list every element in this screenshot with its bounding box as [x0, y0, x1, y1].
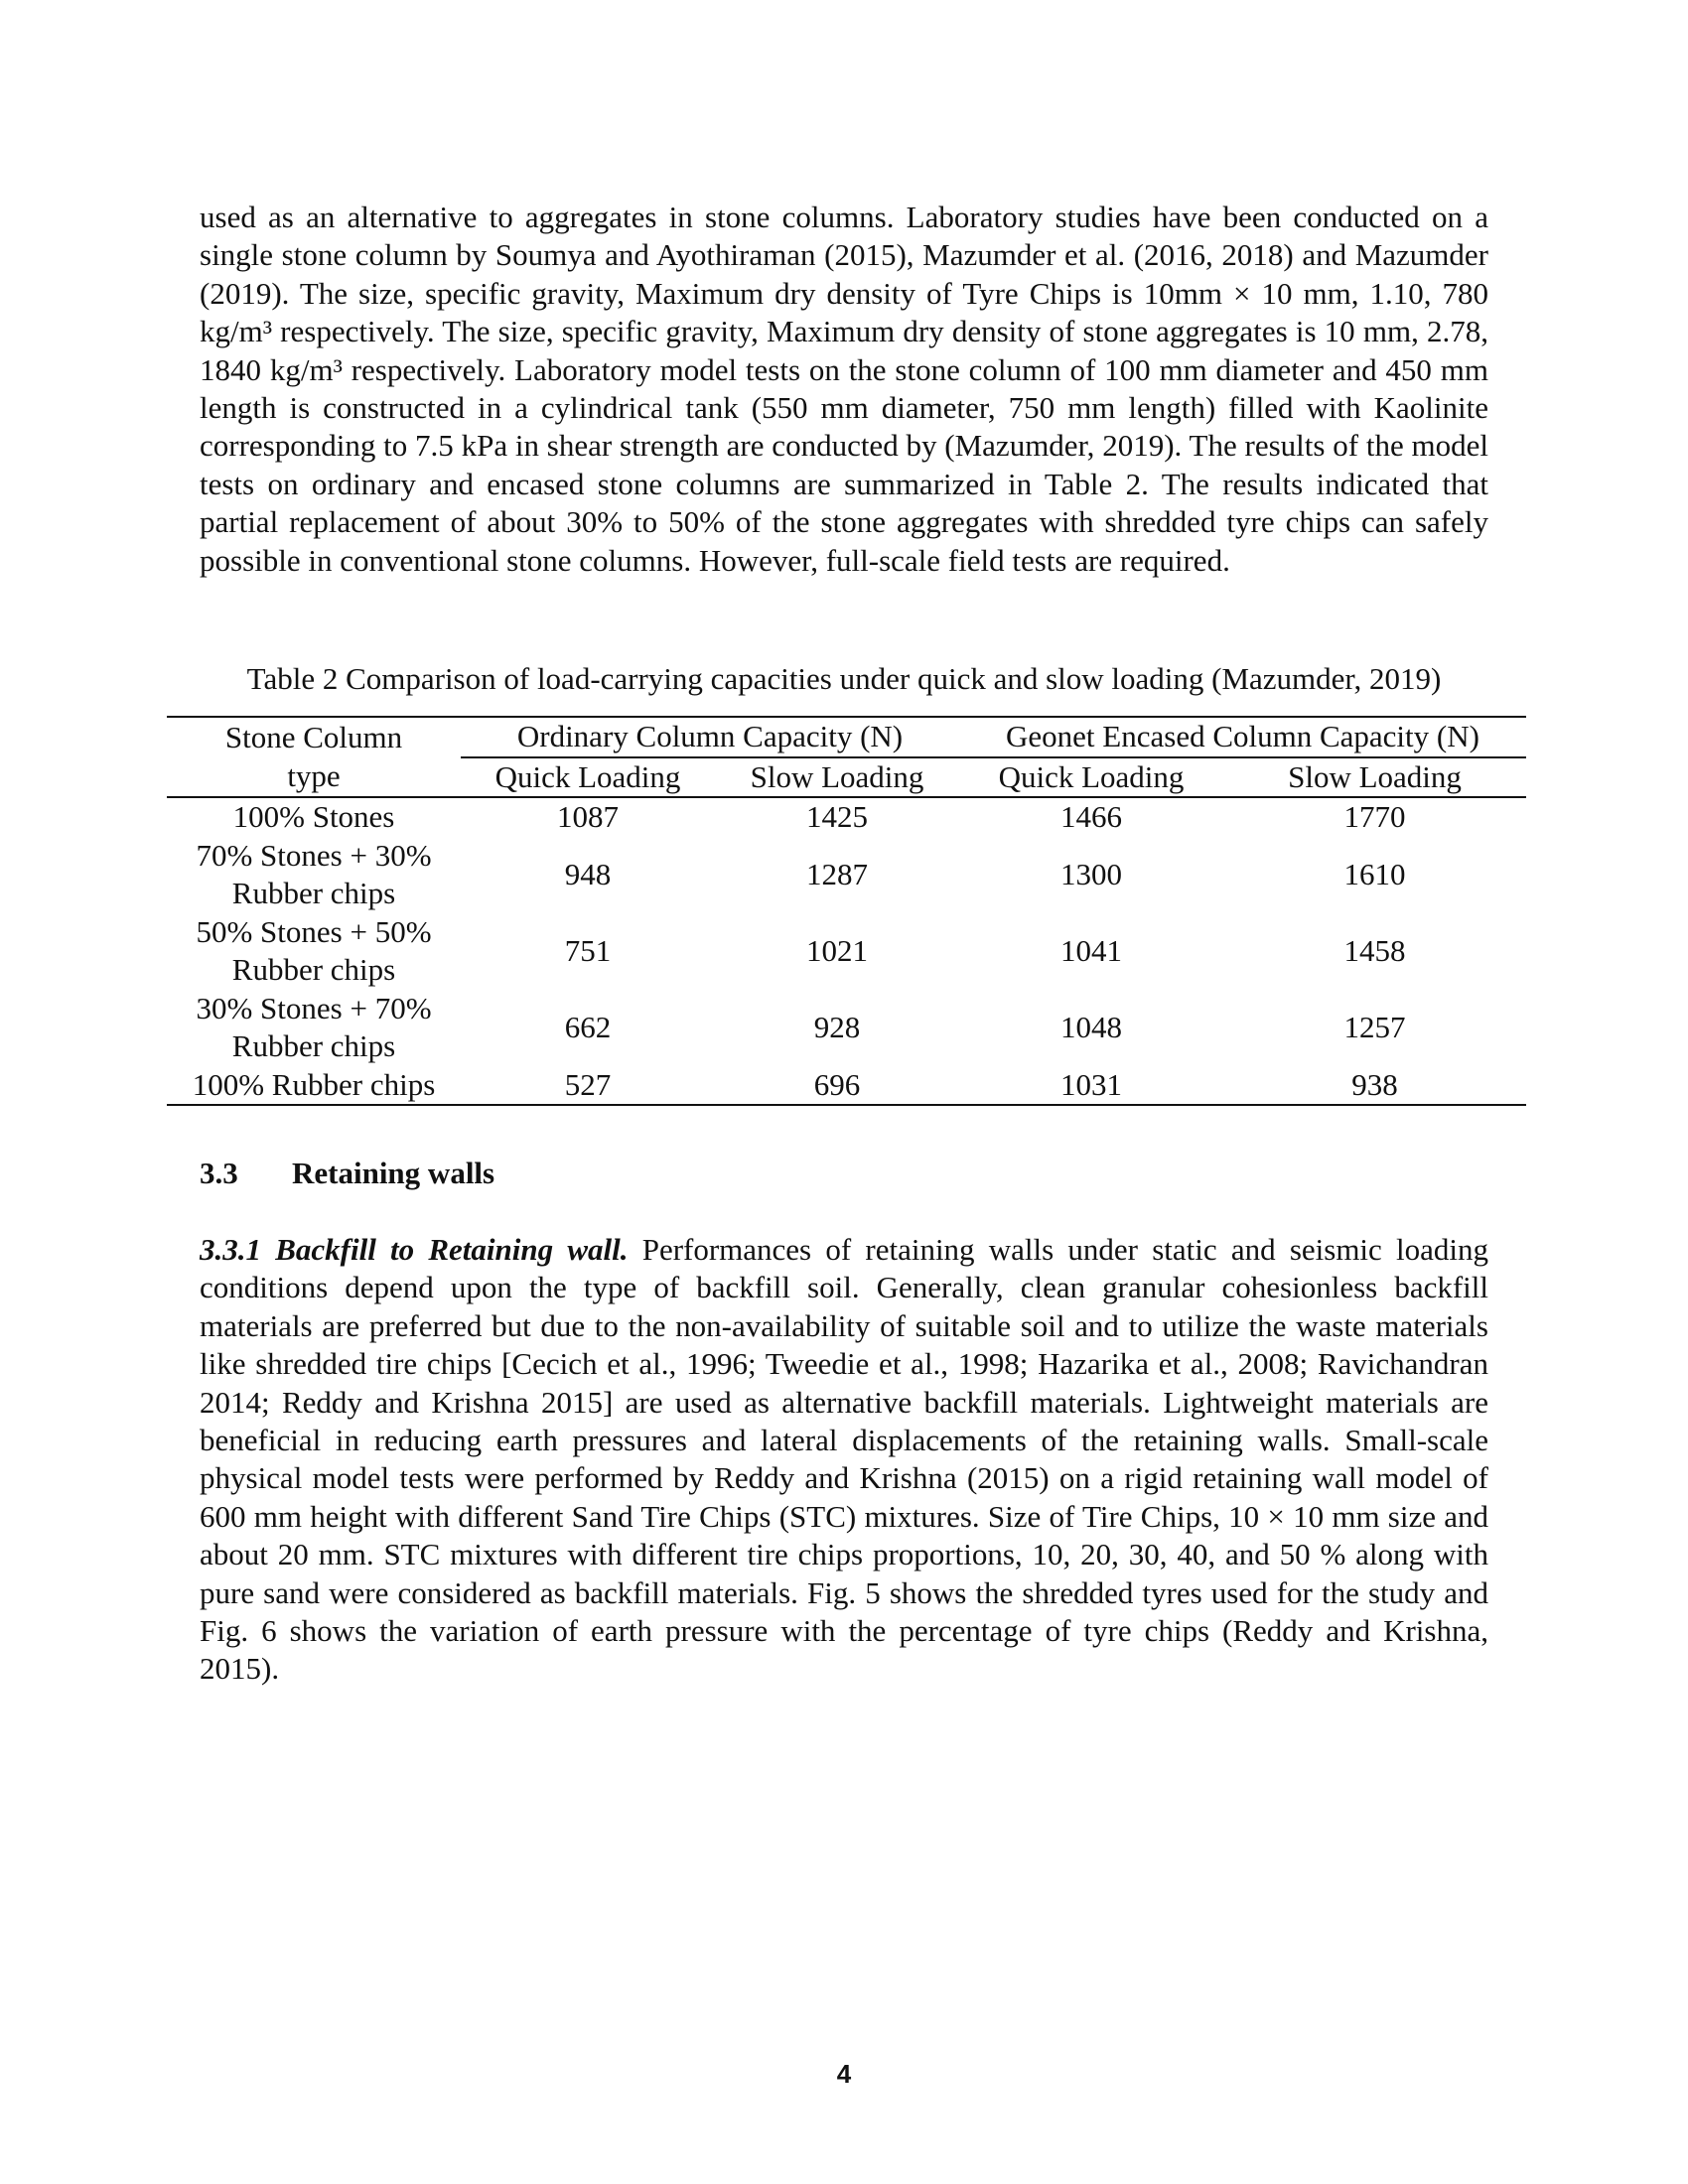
- table-row: [167, 797, 1526, 837]
- row-type-line1: 100% Stones: [232, 799, 395, 834]
- row-type-line1: 70% Stones + 30%: [196, 837, 432, 873]
- row-type-line2: Rubber chips: [231, 1028, 396, 1063]
- row-type: [167, 797, 461, 837]
- cell-ordinary-quick: 527: [461, 1066, 715, 1106]
- cell-ordinary-quick: 751: [564, 932, 612, 968]
- table-row: [167, 990, 1526, 1066]
- row-type: [167, 837, 461, 913]
- row-type-line1: 50% Stones + 50%: [196, 913, 432, 949]
- subheader-ordinary-slow: Slow Loading: [715, 757, 959, 798]
- cell-geonet-slow: 938: [1223, 1066, 1526, 1106]
- cell-geonet-slow: 1610: [1343, 856, 1406, 891]
- group-header-ordinary: Ordinary Column Capacity (N): [461, 717, 959, 757]
- row-type: [167, 913, 461, 990]
- row-type-line2: Rubber chips: [231, 952, 396, 987]
- subsection-heading: 3.3.1 Backfill to Retaining wall.: [200, 1232, 629, 1267]
- cell-ordinary-quick: 1087: [557, 799, 619, 834]
- cell-ordinary-slow: 696: [715, 1066, 959, 1106]
- body-paragraph: used as an alternative to aggregates in stone columns. Laboratory studies have been conducted on a single stone column by Soumya and Ayothiraman (2015), Mazumder et al. (2016, 2018) and Mazumder (2019). The size, specific gravity, Maximum dry density of Tyre Chips is 10mm × 10 mm, 1.10, 780 kg/m³ respectively. The size, specific gravity, Maximum dry density of stone aggregates is 10 mm, 2.78, 1840 kg/m³ respectively. Laboratory model tests on the stone column of 100 mm diameter and 450 mm length is constructed in a cylindrical tank (550 mm diameter, 750 mm length) filled with Kaolinite corresponding to 7.5 kPa in shear strength are conducted by (Mazumder, 2019). The results of the model tests on ordinary and encased stone columns are summarized in Table 2. The results indicated that partial replacement of about 30% to 50% of the stone aggregates with shredded tyre chips can safely possible in conventional stone columns. However, full-scale field tests are required.: [200, 200, 1488, 578]
- cell-ordinary-slow: 928: [813, 1009, 861, 1044]
- body-paragraph-2: [200, 1231, 1488, 1689]
- subheader-geonet-quick: Quick Loading: [959, 757, 1223, 798]
- page-number: 4: [836, 2059, 852, 2089]
- table-row: [167, 837, 1526, 913]
- column-header-type: [167, 717, 461, 797]
- row-type-line2: Rubber chips: [231, 876, 396, 910]
- cell-geonet-slow: 1257: [1343, 1009, 1406, 1044]
- cell-ordinary-slow: 1021: [806, 932, 868, 968]
- cell-geonet-slow: 1770: [1343, 799, 1406, 834]
- section-title: Retaining walls: [292, 1156, 495, 1190]
- column-header-type-line2: type: [287, 757, 341, 793]
- cell-ordinary-slow: 1287: [806, 856, 868, 891]
- cell-geonet-quick: 1466: [1060, 799, 1122, 834]
- subheader-geonet-slow: Slow Loading: [1223, 757, 1526, 798]
- table-row: [167, 1066, 1526, 1106]
- row-type-line1: 30% Stones + 70%: [196, 990, 432, 1025]
- subheader-ordinary-quick: Quick Loading: [461, 757, 715, 798]
- cell-ordinary-slow: 1425: [806, 799, 868, 834]
- table-caption: Table 2 Comparison of load-carrying capacities under quick and slow loading (Mazumder, 2019): [246, 661, 1442, 696]
- cell-geonet-slow: 1458: [1343, 932, 1406, 968]
- column-header-type-line1: Stone Column: [224, 720, 403, 754]
- table-row: [167, 913, 1526, 990]
- cell-geonet-quick: 1300: [1060, 856, 1122, 891]
- body-paragraph-2-text: Performances of retaining walls under static and seismic loading conditions depend upon the type of backfill soil. Generally, clean granular cohesionless backfill materials are preferred but due to the non-availability of suitable soil and to utilize the waste materials like shredded tire chips [Cecich et al., 1996; Tweedie et al., 1998; Hazarika et al., 2008; Ravichandran 2014; Reddy and Krishna 2015] are used as alternative backfill materials. Lightweight materials are beneficial in reducing earth pressures and lateral displacements of the retaining walls. Small-scale physical model tests were performed by Reddy and Krishna (2015) on a rigid retaining wall model of 600 mm height with different Sand Tire Chips (STC) mixtures. Size of Tire Chips, 10 × 10 mm size and about 20 mm. STC mixtures with different tire chips proportions, 10, 20, 30, 40, and 50 % along with pure sand were considered as backfill materials. Fig. 5 shows the shredded tyres used for the study and Fig. 6 shows the variation of earth pressure with the percentage of tyre chips (Reddy and Krishna, 2015).: [200, 1232, 1488, 1687]
- results-table: [167, 716, 1526, 1106]
- row-type: [167, 990, 461, 1066]
- row-type-line1: 100% Rubber chips: [192, 1066, 436, 1102]
- cell-ordinary-quick: 662: [564, 1009, 612, 1044]
- cell-ordinary-quick: 948: [564, 856, 612, 891]
- group-header-geonet: Geonet Encased Column Capacity (N): [959, 717, 1526, 757]
- section-heading: [200, 1155, 494, 1192]
- cell-geonet-quick: 1048: [1060, 1009, 1122, 1044]
- cell-geonet-quick: 1031: [959, 1066, 1223, 1106]
- cell-geonet-quick: 1041: [1060, 932, 1122, 968]
- row-type: [167, 1066, 461, 1106]
- section-number: 3.3: [200, 1156, 238, 1190]
